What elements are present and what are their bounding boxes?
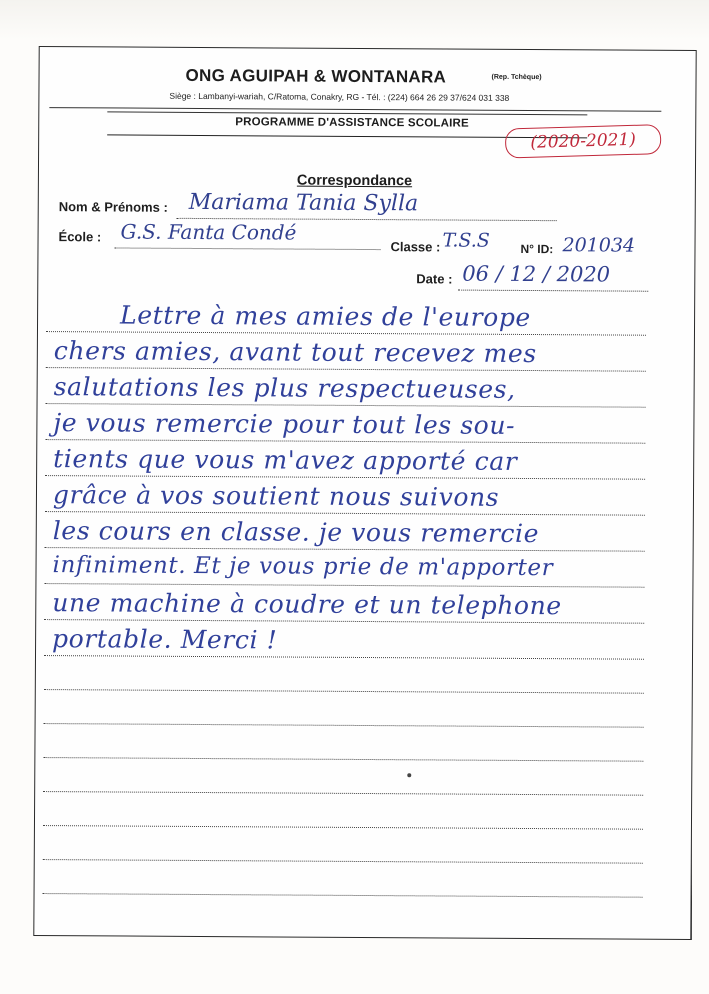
- letter-line-9: une machine à coudre et un telephone: [52, 588, 562, 621]
- date-underline: [458, 290, 648, 292]
- class-label: Classe :: [390, 239, 441, 255]
- ruled-line: [43, 893, 643, 898]
- ruled-line: [43, 859, 643, 864]
- letter-line-8: infiniment. Et je vous prie de m'apporter: [52, 552, 554, 582]
- ruled-line: [44, 583, 644, 588]
- school-value: G.S. Fanta Condé: [120, 219, 297, 245]
- letter-line-7: les cours en classe. je vous remercie: [52, 516, 540, 549]
- school-underline: [114, 247, 380, 250]
- ruled-line: [43, 757, 643, 762]
- school-year: (2020-2021): [505, 124, 662, 158]
- program-title: PROGRAMME D'ASSISTANCE SCOLAIRE: [235, 116, 469, 130]
- ruled-line: [43, 791, 643, 796]
- letter-line-6: grâce à vos soutient nous suivons: [52, 480, 500, 512]
- letter-line-10: portable. Merci !: [52, 624, 278, 655]
- date-label: Date :: [416, 271, 453, 287]
- ruled-line: [44, 689, 644, 694]
- letter-line-1: Lettre à mes amies de l'europe: [119, 300, 531, 333]
- id-value: 201034: [562, 234, 636, 257]
- name-value: Mariama Tania Sylla: [188, 189, 419, 217]
- name-label: Nom & Prénoms :: [58, 199, 168, 215]
- ruled-line: [44, 723, 644, 728]
- page-title: Correspondance: [296, 172, 413, 190]
- organization-address: Siège : Lambanyi-wariah, C/Ratoma, Conakry, RG - Tél. : (224) 664 26 29 37/624 031 338: [169, 90, 510, 103]
- organization-name: ONG AGUIPAH & WONTANARA: [185, 65, 447, 87]
- class-value: T.S.S: [442, 229, 490, 252]
- date-value: 06 / 12 / 2020: [462, 261, 611, 287]
- letter-line-4: je vous remercie pour tout les sou-: [53, 408, 516, 440]
- letter-line-2: chers amies, avant tout recevez mes: [53, 336, 537, 369]
- ink-dot: [407, 773, 411, 777]
- ruled-line: [43, 825, 643, 830]
- id-label: N° ID:: [520, 241, 554, 257]
- school-label: École :: [58, 229, 102, 245]
- correspondence-form: [33, 46, 696, 940]
- letter-line-3: salutations les plus respectueuses,: [53, 372, 516, 404]
- letter-line-5: tients que vous m'avez apporté car: [53, 444, 518, 476]
- organization-note: (Rep. Tchèque): [491, 73, 542, 82]
- scan-background: [0, 0, 709, 40]
